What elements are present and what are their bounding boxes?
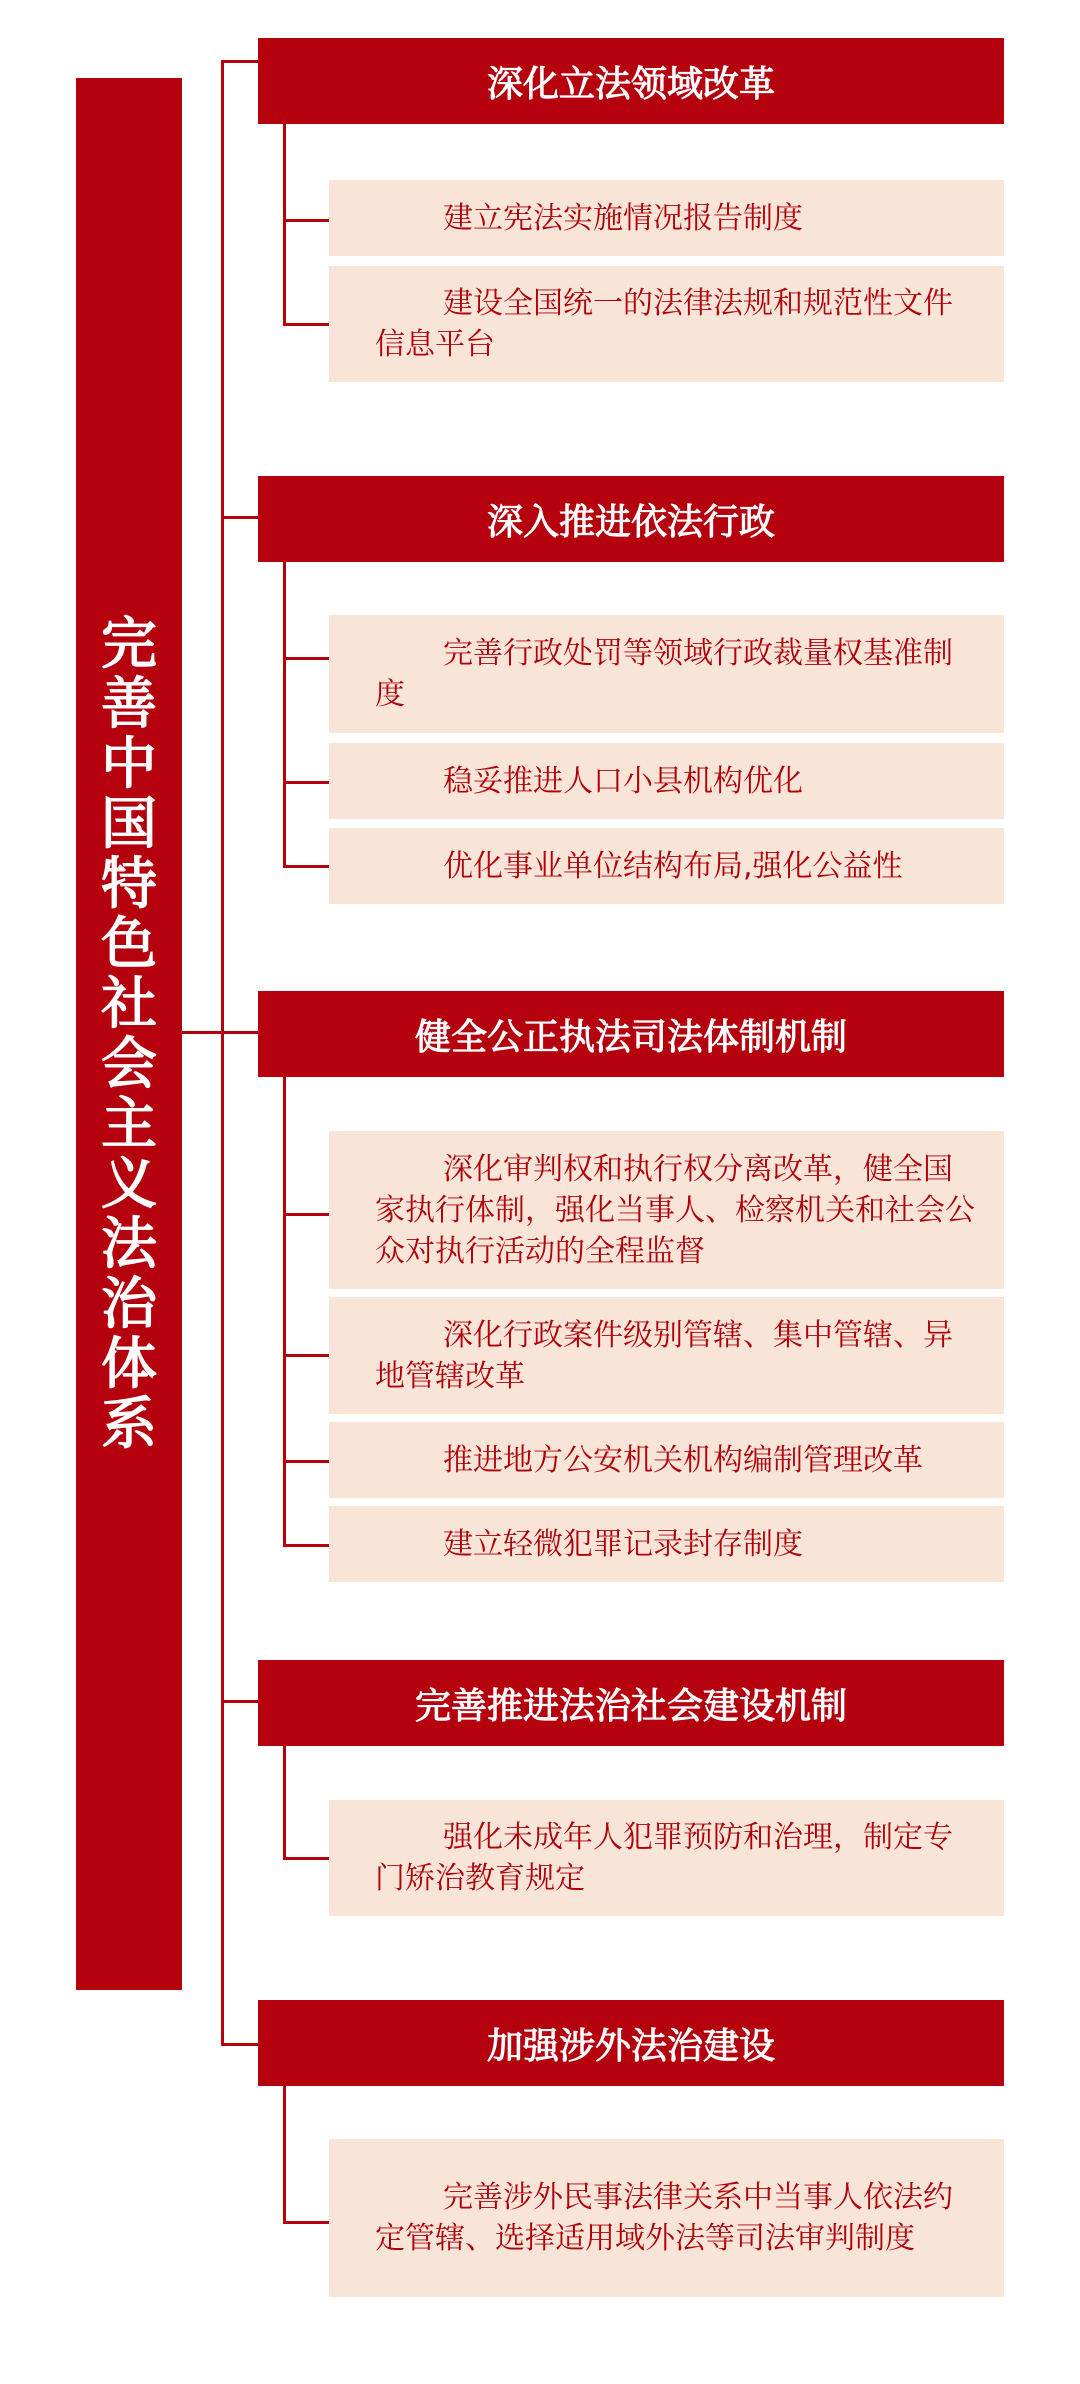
branch-1-tick-2 <box>283 323 329 326</box>
trunk-connector-5 <box>221 2043 259 2046</box>
trunk-connector-2 <box>221 516 259 519</box>
branch-2-item-3: 优化事业单位结构布局,强化公益性 <box>329 828 1004 904</box>
branch-1-spine <box>283 124 286 326</box>
branch-2-item-1: 完善行政处罚等领域行政裁量权基准制度 <box>329 615 1004 733</box>
branch-4-spine <box>283 1746 286 1860</box>
branch-3-tick-3 <box>283 1460 329 1463</box>
trunk-connector-4 <box>221 1700 259 1703</box>
branch-header-foreign: 加强涉外法治建设 <box>258 2000 1004 2086</box>
branch-3-item-3: 推进地方公安机关机构编制管理改革 <box>329 1422 1004 1498</box>
main-trunk-line <box>221 60 224 2045</box>
branch-header-judicial: 健全公正执法司法体制机制 <box>258 991 1004 1077</box>
branch-3-tick-1 <box>283 1213 329 1216</box>
branch-1-item-1: 建立宪法实施情况报告制度 <box>329 180 1004 256</box>
branch-5-spine <box>283 2086 286 2224</box>
branch-2-item-2: 稳妥推进人口小县机构优化 <box>329 743 1004 819</box>
root-title-bar <box>76 78 182 1990</box>
branch-header-administration: 深入推进依法行政 <box>258 476 1004 562</box>
branch-2-tick-2 <box>283 781 329 784</box>
branch-1-item-2: 建设全国统一的法律法规和规范性文件信息平台 <box>329 266 1004 382</box>
branch-2-spine <box>283 562 286 868</box>
branch-2-tick-1 <box>283 657 329 660</box>
branch-1-tick-1 <box>283 219 329 222</box>
branch-5-tick-1 <box>283 2221 329 2224</box>
trunk-connector-3 <box>221 1031 259 1034</box>
branch-3-spine <box>283 1077 286 1547</box>
root-connector <box>182 1031 222 1034</box>
branch-2-tick-3 <box>283 865 329 868</box>
branch-4-tick-1 <box>283 1857 329 1860</box>
trunk-connector-1 <box>221 60 259 63</box>
branch-3-item-1: 深化审判权和执行权分离改革，健全国家执行体制，强化当事人、检察机关和社会公众对执行活动的全程监督 <box>329 1131 1004 1289</box>
branch-3-item-2: 深化行政案件级别管辖、集中管辖、异地管辖改革 <box>329 1297 1004 1414</box>
root-title: 完善中国特色社会主义法治体系 <box>101 611 157 1457</box>
branch-3-tick-2 <box>283 1354 329 1357</box>
branch-3-tick-4 <box>283 1544 329 1547</box>
branch-3-item-4: 建立轻微犯罪记录封存制度 <box>329 1506 1004 1582</box>
branch-4-item-1: 强化未成年人犯罪预防和治理，制定专门矫治教育规定 <box>329 1800 1004 1916</box>
branch-header-legislation: 深化立法领域改革 <box>258 38 1004 124</box>
branch-header-society: 完善推进法治社会建设机制 <box>258 1660 1004 1746</box>
branch-5-item-1: 完善涉外民事法律关系中当事人依法约定管辖、选择适用域外法等司法审判制度 <box>329 2139 1004 2297</box>
